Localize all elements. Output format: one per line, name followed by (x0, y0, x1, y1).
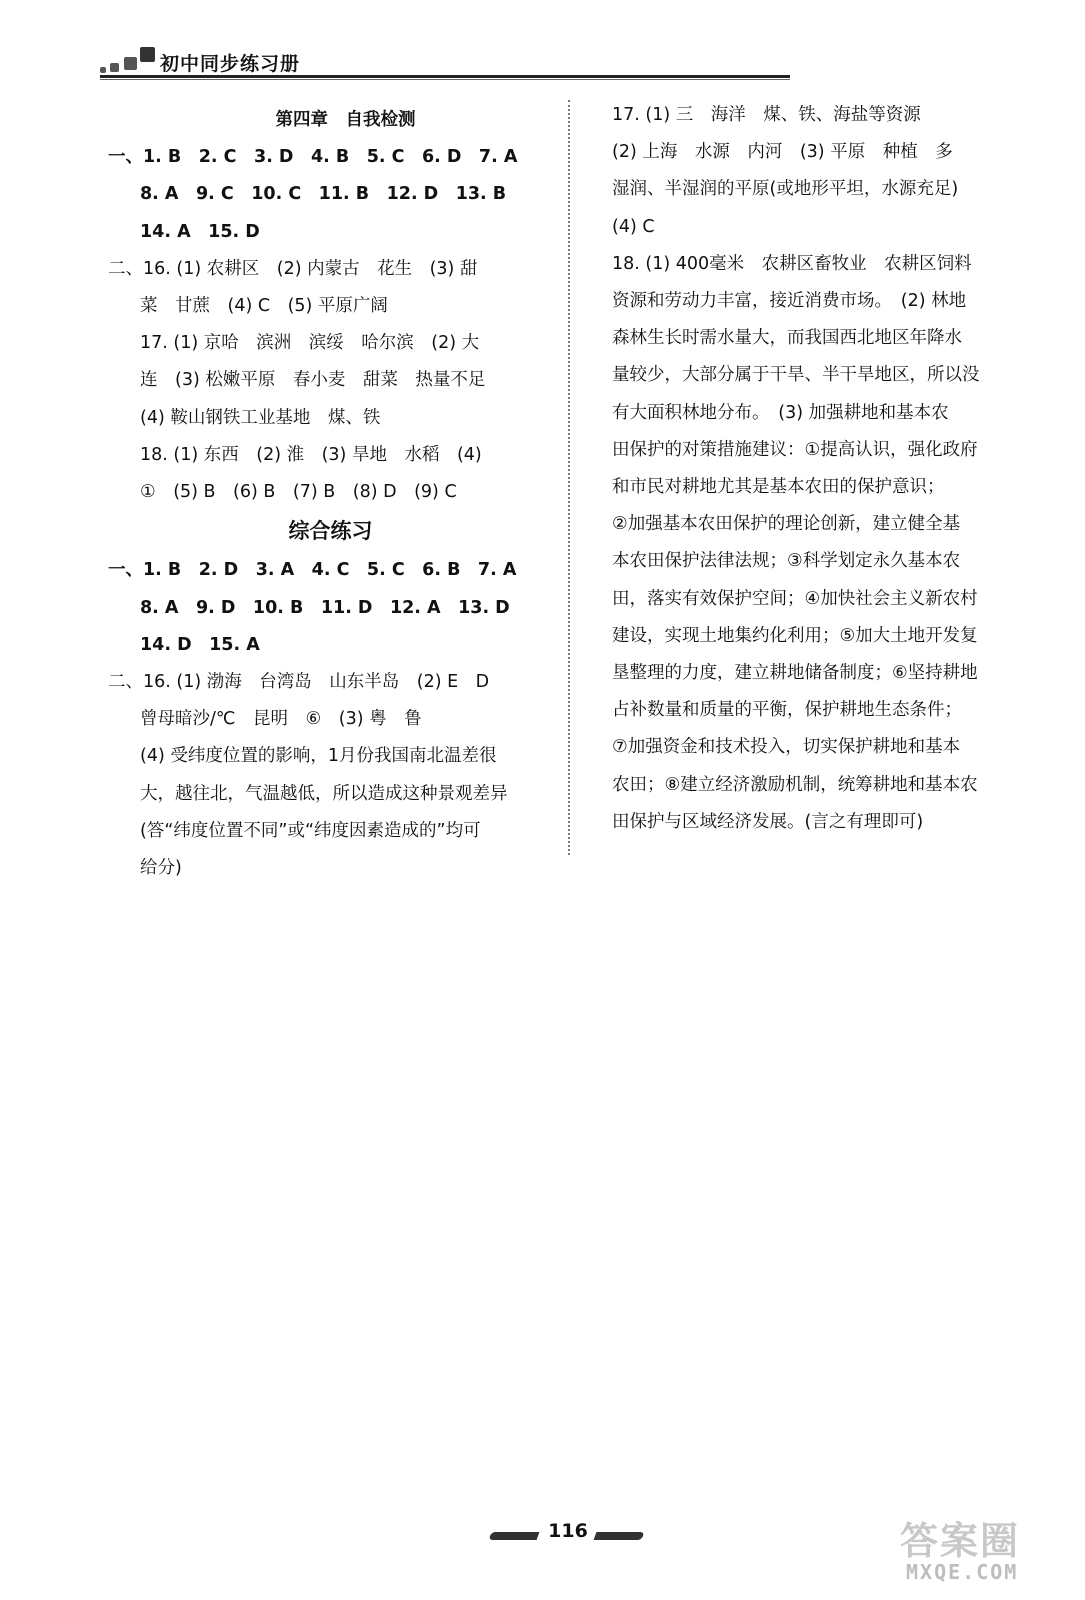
answer-line: 二、16. (1) 渤海 台湾岛 山东半岛 (2) E D (108, 672, 490, 693)
answer-line: 建设，实现土地集约化利用；⑤加大土地开发复 (612, 625, 978, 646)
answer-line: 田保护的对策措施建议：①提高认识，强化政府 (612, 439, 978, 460)
answer-line: 田保护与区域经济发展。(言之有理即可) (612, 811, 924, 832)
answer-line: 8. A 9. D 10. B 11. D 12. A 13. D (140, 597, 510, 618)
answer-line: 17. (1) 三 海洋 煤、铁、海盐等资源 (612, 105, 921, 125)
answer-line: 14. D 15. A (140, 634, 260, 655)
watermark-text: 答案圈 (900, 1519, 1021, 1563)
answer-line: 和市民对耕地尤其是基本农田的保护意识； (612, 477, 945, 498)
answer-line: 给分) (140, 858, 182, 879)
answer-line: 17. (1) 京哈 滨洲 滨绥 哈尔滨 (2) 大 (140, 333, 480, 354)
right-column (612, 97, 1032, 841)
header-decoration-square (124, 57, 137, 70)
answer-line: (2) 上海 水源 内河 (3) 平原 种植 多 (612, 142, 953, 163)
header-title: 初中同步练习册 (160, 53, 301, 75)
answer-line: 菜 甘蔗 (4) C (5) 平原广阔 (140, 296, 388, 317)
column-divider (568, 100, 570, 855)
answer-line: 14. A 15. D (140, 221, 260, 242)
watermark-logo (900, 1510, 1075, 1590)
answer-line: 垦整理的力度，建立耕地储备制度；⑥坚持耕地 (612, 663, 978, 684)
answer-line: 森林生长时需水量大，而我国西北地区年降水 (612, 328, 962, 349)
answer-line: 湿润、半湿润的平原(或地形平坦，水源充足) (612, 179, 959, 200)
watermark-url: MXQE.COM (906, 1560, 1019, 1584)
header-rule (100, 75, 790, 78)
answer-line: 18. (1) 东西 (2) 淮 (3) 旱地 水稻 (4) (140, 444, 482, 465)
section-heading-chapter4: 第四章 自我检测 (275, 110, 416, 130)
left-column (108, 102, 553, 887)
answer-line: 一、1. B 2. D 3. A 4. C 5. C 6. B 7. A (108, 560, 517, 581)
header-decoration-square (140, 47, 155, 62)
header-decoration-square (110, 63, 119, 72)
answer-line: ⑦加强资金和技术投入，切实保护耕地和基本 (612, 737, 961, 758)
answer-line: 曾母暗沙/℃ 昆明 ⑥ (3) 粤 鲁 (140, 709, 422, 730)
page-number-footer (490, 1520, 650, 1550)
answer-line: 一、1. B 2. C 3. D 4. B 5. C 6. D 7. A (108, 147, 518, 168)
answer-line: (4) C (612, 216, 655, 237)
footer-decoration-bar (489, 1532, 540, 1540)
answer-line: 8. A 9. C 10. C 11. B 12. D 13. B (140, 184, 507, 205)
answer-line: 连 (3) 松嫩平原 春小麦 甜菜 热量不足 (140, 370, 486, 391)
answer-line: 二、16. (1) 农耕区 (2) 内蒙古 花生 (3) 甜 (108, 258, 478, 279)
answer-line: 田，落实有效保护空间；④加快社会主义新农村 (612, 588, 978, 609)
answer-line: ②加强基本农田保护的理论创新，建立健全基 (612, 514, 961, 535)
header-rule-thin (100, 79, 790, 80)
answer-line: (答“纬度位置不同”或“纬度因素造成的”均可 (140, 820, 481, 841)
answer-line: ① (5) B (6) B (7) B (8) D (9) C (140, 482, 457, 503)
answer-line: (4) 受纬度位置的影响，1月份我国南北温差很 (140, 746, 497, 767)
answer-line: (4) 鞍山钢铁工业基地 煤、铁 (140, 407, 381, 428)
footer-decoration-bar (594, 1532, 645, 1540)
answer-line: 农田；⑧建立经济激励机制，统筹耕地和基本农 (612, 774, 978, 795)
answer-line: 量较少，大部分属于干旱、半干旱地区，所以没 (612, 365, 980, 386)
answer-line: 本农田保护法律法规；③科学划定永久基本农 (612, 551, 961, 572)
answer-line: 18. (1) 400毫米 农耕区畜牧业 农耕区饲料 (612, 253, 972, 274)
section-heading-review: 综合练习 (288, 519, 373, 544)
answer-line: 占补数量和质量的平衡，保护耕地生态条件； (612, 700, 962, 721)
header-decoration-square (100, 67, 106, 73)
answer-line: 资源和劳动力丰富，接近消费市场。 (2) 林地 (612, 291, 967, 312)
page-header (100, 45, 790, 85)
page-number: 116 (548, 1520, 588, 1542)
answer-line: 大，越往北，气温越低，所以造成这种景观差异 (140, 783, 508, 804)
answer-line: 有大面积林地分布。 (3) 加强耕地和基本农 (612, 402, 949, 423)
